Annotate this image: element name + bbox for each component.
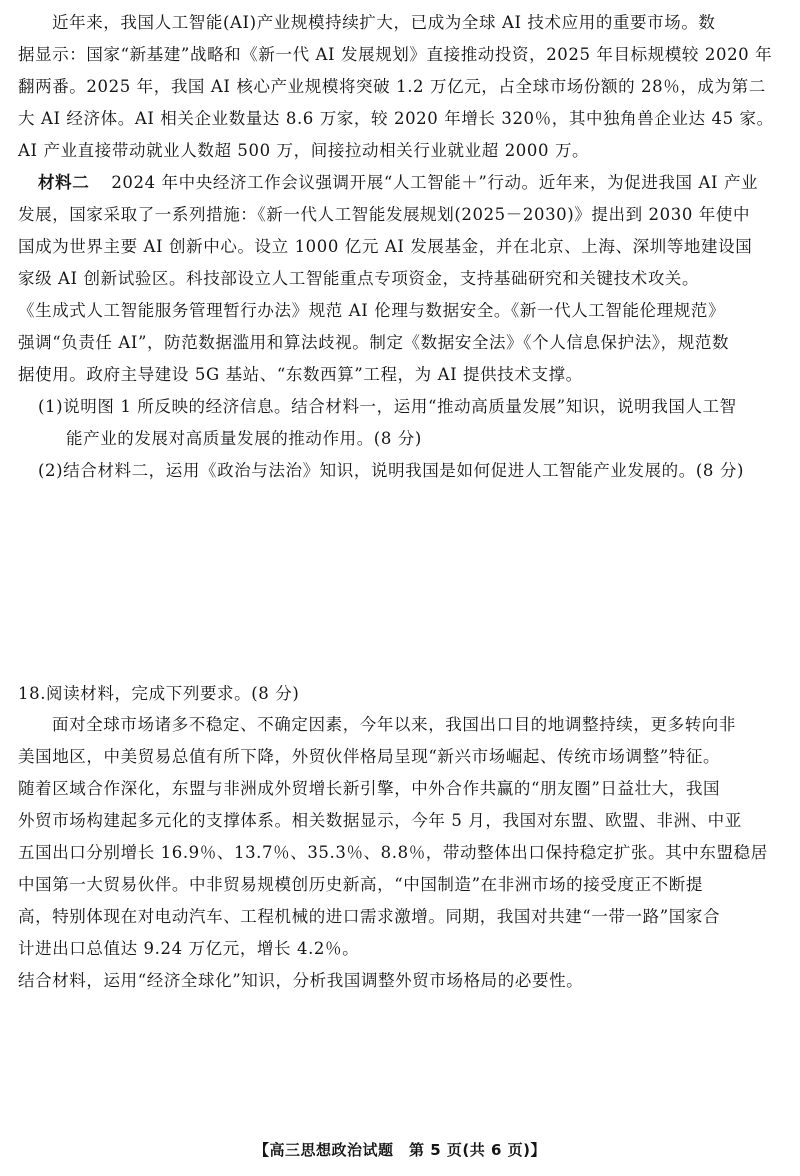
- question-17-1: (1)说明图 1 所反映的经济信息。结合材料一，运用“推动高质量发展”知识，说明我国人工智: [38, 397, 737, 416]
- material-two-line: 据使用。政府主导建设 5G 基站、“东数西算”工程，为 AI 提供技术支撑。: [18, 365, 583, 384]
- material-one-line: 据显示：国家“新基建”战略和《新一代 AI 发展规划》直接推动投资，2025 年目标规模较 2020 年: [18, 45, 773, 64]
- material-two-line: 《生成式人工智能服务管理暂行办法》规范 AI 伦理与数据安全。《新一代人工智能伦理规范》: [18, 301, 726, 320]
- question-18-material-line: 随着区域合作深化，东盟与非洲成外贸增长新引擎，中外合作共赢的“朋友圈”日益壮大，我国: [18, 779, 721, 798]
- material-one-line: AI 产业直接带动就业人数超 500 万，间接拉动相关行业就业超 2000 万。: [18, 141, 590, 160]
- question-18-title: 18.阅读材料，完成下列要求。(8 分): [18, 684, 300, 703]
- material-two-intro: 2024 年中央经济工作会议强调开展“人工智能＋”行动。近年来，为促进我国 AI 产业: [111, 173, 759, 192]
- question-18-material-line: 美国地区，中美贸易总值有所下降，外贸伙伴格局呈现“新兴市场崛起、传统市场调整”特征。: [18, 747, 721, 766]
- question-18-material-line: 五国出口分别增长 16.9％、13.7％、35.3％、8.8％，带动整体出口保持稳定扩张。其中东盟稳居: [18, 843, 768, 862]
- question-17-2: (2)结合材料二，运用《政治与法治》知识，说明我国是如何促进人工智能产业发展的。(8 分): [38, 461, 744, 480]
- question-18-material-line: 计进出口总值达 9.24 万亿元，增长 4.2％。: [18, 939, 360, 958]
- question-18-material-line: 中国第一大贸易伙伴。中非贸易规模创历史新高，“中国制造”在非洲市场的接受度正不断提: [18, 875, 703, 894]
- page-footer: 【高三思想政治试题 第 5 页(共 6 页)】: [254, 1141, 546, 1159]
- question-17-1-continued: 能产业的发展对高质量发展的推动作用。(8 分): [66, 429, 422, 448]
- material-two-line: 强调“负责任 AI”，防范数据滥用和算法歧视。制定《数据安全法》《个人信息保护法》，规范数: [18, 333, 730, 352]
- material-two-line: 国成为世界主要 AI 创新中心。设立 1000 亿元 AI 发展基金，并在北京、上海、深圳等地建设国: [18, 237, 753, 256]
- question-18-material-line: 面对全球市场诸多不稳定、不确定因素，今年以来，我国出口目的地调整持续，更多转向非: [52, 715, 736, 734]
- material-one-line: 大 AI 经济体。AI 相关企业数量达 8.6 万家，较 2020 年增长 320％，其中独角兽企业达 45 家。: [18, 109, 774, 128]
- material-one-line: 翻两番。2025 年，我国 AI 核心产业规模将突破 1.2 万亿元，占全球市场份额的 28％，成为第二: [18, 77, 766, 96]
- material-two-label: 材料二: [38, 173, 90, 192]
- material-one-line: 近年来，我国人工智能(AI)产业规模持续扩大，已成为全球 AI 技术应用的重要市场。数: [52, 13, 716, 32]
- material-two-line: 家级 AI 创新试验区。科技部设立人工智能重点专项资金，支持基础研究和关键技术攻关。: [18, 269, 700, 288]
- question-18-material-line: 外贸市场构建起多元化的支撑体系。相关数据显示，今年 5 月，我国对东盟、欧盟、非洲、中亚: [18, 811, 742, 830]
- question-18-material-line: 高，特别体现在对电动汽车、工程机械的进口需求激增。同期，我国对共建“一带一路”国家合: [18, 907, 721, 926]
- material-two-line: 发展，国家采取了一系列措施：《新一代人工智能发展规划(2025－2030)》提出到 2030 年使中: [18, 205, 751, 224]
- material-two-first-line: [38, 172, 758, 194]
- question-18-requirement: 结合材料，运用“经济全球化”知识，分析我国调整外贸市场格局的必要性。: [18, 971, 584, 990]
